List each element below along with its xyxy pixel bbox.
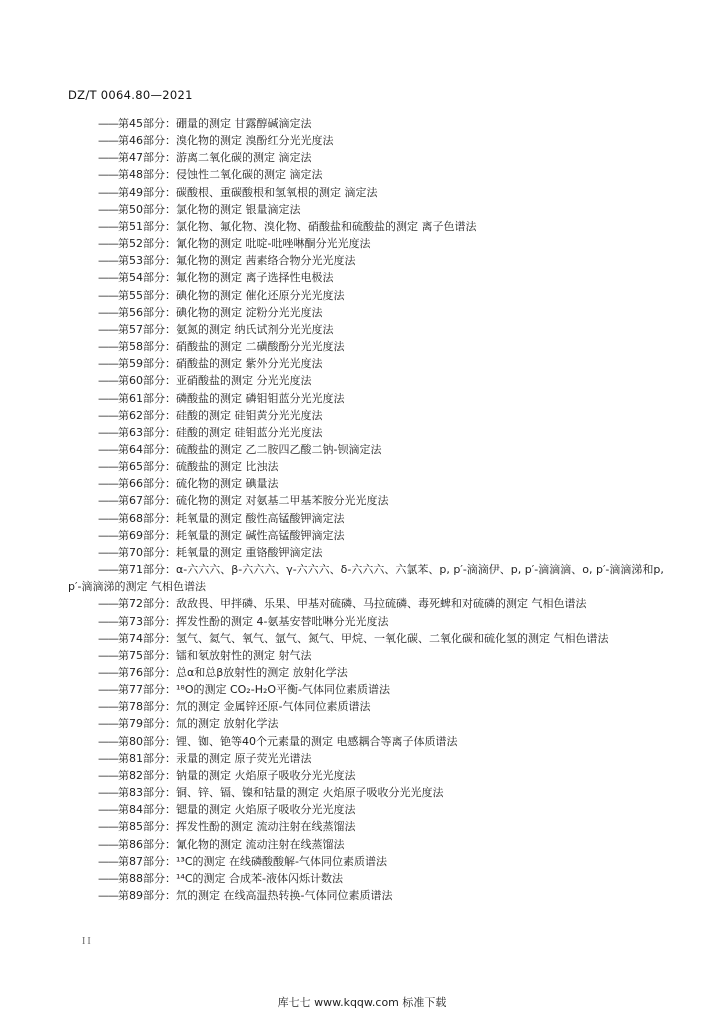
list-item-text: 第52部分：氰化物的测定 吡啶-吡唑啉酮分光光度法: [118, 237, 371, 251]
list-item: [68, 458, 668, 475]
em-dash: ——: [98, 751, 118, 765]
em-dash: ——: [98, 254, 118, 268]
list-item-text: 第76部分：总α和总β放射性的测定 放射化学法: [118, 666, 348, 679]
list-item: [68, 527, 668, 544]
list-item: [68, 407, 668, 424]
em-dash: ——: [98, 545, 118, 559]
list-item-text: 第70部分：耗氧量的测定 重铬酸钾滴定法: [118, 545, 323, 559]
em-dash: ——: [98, 374, 118, 388]
em-dash: ——: [98, 237, 118, 251]
list-item-text: 第53部分：氟化物的测定 茜素络合物分光光度法: [118, 254, 356, 268]
em-dash: ——: [98, 185, 118, 199]
list-item-text: 第85部分：挥发性酚的测定 流动注射在线蒸馏法: [118, 820, 356, 834]
em-dash: ——: [98, 271, 118, 285]
list-item-text: 第74部分：氢气、氦气、氧气、氩气、氮气、甲烷、一氧化碳、二氧化碳和硫化氢的测定 气相色谱法: [118, 631, 609, 645]
list-item: [68, 836, 668, 853]
list-item-text: 第69部分：耗氧量的测定 碱性高锰酸钾滴定法: [118, 528, 345, 542]
list-item-text: 第79部分：氚的测定 放射化学法: [118, 717, 279, 731]
list-item-text: 第54部分：氟化物的测定 离子选择性电极法: [118, 271, 334, 285]
list-item: [68, 201, 668, 218]
em-dash: ——: [98, 820, 118, 834]
em-dash: ——: [98, 683, 118, 697]
list-item-text: 第80部分：锂、铷、铯等40个元素量的测定 电感耦合等离子体质谱法: [118, 734, 458, 748]
list-item: [68, 355, 668, 372]
list-item-text: 第57部分：氨氮的测定 纳氏试剂分光光度法: [118, 322, 334, 336]
em-dash: ——: [98, 202, 118, 216]
em-dash: ——: [98, 408, 118, 422]
list-item-text: 第66部分：硫化物的测定 碘量法: [118, 477, 279, 491]
list-item: [68, 475, 668, 492]
list-item-text: 第46部分：溴化物的测定 溴酚红分光光度法: [118, 134, 334, 148]
list-item-text: 第56部分：碘化物的测定 淀粉分光光度法: [118, 305, 323, 319]
em-dash: ——: [98, 597, 118, 611]
list-item: [68, 287, 668, 304]
em-dash: ——: [98, 563, 118, 577]
em-dash: ——: [98, 494, 118, 508]
parts-list: [68, 115, 668, 904]
list-item-text: 第87部分：¹³C的测定 在线磷酸酸解-气体同位素质谱法: [118, 854, 387, 868]
list-item-text: 第72部分：敌敌畏、甲拌磷、乐果、甲基对硫磷、马拉硫磷、毒死蜱和对硫磷的测定 气相色谱法: [118, 597, 587, 611]
list-item: [68, 269, 668, 286]
list-item-text: 第62部分：硅酸的测定 硅钼黄分光光度法: [118, 408, 323, 422]
em-dash: ——: [98, 837, 118, 851]
list-item-text: 第48部分：侵蚀性二氧化碳的测定 滴定法: [118, 168, 323, 182]
list-item: [68, 784, 668, 801]
em-dash: ——: [98, 717, 118, 731]
list-item: [68, 647, 668, 664]
em-dash: ——: [98, 631, 118, 645]
list-item-text: 第61部分：磷酸盐的测定 磷钼钼蓝分光光度法: [118, 391, 345, 405]
em-dash: ——: [98, 477, 118, 491]
list-item: [68, 338, 668, 355]
list-item: [68, 544, 668, 561]
list-item-text: 第75部分：镭和氡放射性的测定 射气法: [118, 648, 312, 662]
list-item-text: 第73部分：挥发性酚的测定 4-氨基安替吡啉分光光度法: [118, 614, 389, 628]
list-item-text: 第71部分：α-六六六、β-六六六、γ-六六六、δ-六六六、六氯苯、p, p′-滴滴伊、p, p′-滴滴滴、o, p′-滴滴涕和p, p′-滴滴涕的测定 气相色谱法: [68, 563, 664, 594]
list-item: [68, 166, 668, 183]
em-dash: ——: [98, 134, 118, 148]
list-item: [68, 681, 668, 698]
list-item: [68, 818, 668, 835]
em-dash: ——: [98, 288, 118, 302]
list-item-text: 第86部分：氰化物的测定 流动注射在线蒸馏法: [118, 837, 345, 851]
list-item: [68, 613, 668, 630]
list-item: [68, 252, 668, 269]
page-number: II: [82, 936, 93, 947]
list-item-text: 第67部分：硫化物的测定 对氨基二甲基苯胺分光光度法: [118, 494, 389, 508]
list-item: [68, 510, 668, 527]
list-item: [68, 561, 668, 595]
list-item-text: 第83部分：铜、锌、镉、镍和钴量的测定 火焰原子吸收分光光度法: [118, 786, 444, 800]
list-item-text: 第45部分：硼量的测定 甘露醇碱滴定法: [118, 117, 312, 130]
em-dash: ——: [98, 786, 118, 800]
list-item-text: 第63部分：硅酸的测定 硅钼蓝分光光度法: [118, 425, 323, 439]
em-dash: ——: [98, 871, 118, 885]
list-item-text: 第60部分：亚硝酸盐的测定 分光光度法: [118, 374, 312, 388]
list-item-text: 第58部分：硝酸盐的测定 二磺酸酚分光光度法: [118, 340, 345, 354]
list-item: [68, 132, 668, 149]
em-dash: ——: [98, 305, 118, 319]
list-item: [68, 321, 668, 338]
list-item: [68, 492, 668, 509]
list-item: [68, 801, 668, 818]
standard-number-header: DZ/T 0064.80—2021: [68, 88, 193, 102]
list-item-text: 第51部分：氯化物、氟化物、溴化物、硝酸盐和硫酸盐的测定 离子色谱法: [118, 219, 477, 233]
list-item-text: 第78部分：氘的测定 金属锌还原-气体同位素质谱法: [118, 700, 371, 714]
list-item: [68, 115, 668, 132]
em-dash: ——: [98, 357, 118, 371]
list-item: [68, 733, 668, 750]
list-item-text: 第55部分：碘化物的测定 催化还原分光光度法: [118, 288, 345, 302]
list-item-text: 第82部分：钠量的测定 火焰原子吸收分光光度法: [118, 768, 356, 782]
list-item: [68, 664, 668, 681]
list-item-text: 第68部分：耗氧量的测定 酸性高锰酸钾滴定法: [118, 511, 345, 525]
em-dash: ——: [98, 117, 118, 130]
em-dash: ——: [98, 168, 118, 182]
list-item: [68, 390, 668, 407]
list-item: [68, 304, 668, 321]
em-dash: ——: [98, 889, 118, 903]
list-item-text: 第88部分：¹⁴C的测定 合成苯-液体闪烁计数法: [118, 871, 343, 885]
list-item-text: 第77部分：¹⁸O的测定 CO₂-H₂O平衡-气体同位素质谱法: [118, 683, 390, 697]
list-item: [68, 149, 668, 166]
list-item: [68, 887, 668, 904]
em-dash: ——: [98, 391, 118, 405]
list-item: [68, 767, 668, 784]
em-dash: ——: [98, 340, 118, 354]
em-dash: ——: [98, 425, 118, 439]
em-dash: ——: [98, 648, 118, 662]
list-item-text: 第49部分：碳酸根、重碳酸根和氢氧根的测定 滴定法: [118, 185, 378, 199]
em-dash: ——: [98, 666, 118, 679]
list-item: [68, 870, 668, 887]
em-dash: ——: [98, 322, 118, 336]
list-item: [68, 218, 668, 235]
list-item-text: 第81部分：汞量的测定 原子荧光光谱法: [118, 751, 312, 765]
list-item: [68, 441, 668, 458]
em-dash: ——: [98, 528, 118, 542]
em-dash: ——: [98, 854, 118, 868]
list-item: [68, 698, 668, 715]
list-item-text: 第64部分：硫酸盐的测定 乙二胺四乙酸二钠-钡滴定法: [118, 442, 382, 456]
footer-watermark: 库七七 www.kqqw.com 标准下载: [277, 996, 447, 1009]
list-item-text: 第47部分：游离二氧化碳的测定 滴定法: [118, 151, 312, 165]
em-dash: ——: [98, 700, 118, 714]
list-item: [68, 184, 668, 201]
list-item-text: 第50部分：氯化物的测定 银量滴定法: [118, 202, 301, 216]
list-item-text: 第84部分：锶量的测定 火焰原子吸收分光光度法: [118, 803, 356, 817]
em-dash: ——: [98, 803, 118, 817]
list-item: [68, 630, 668, 647]
list-item: [68, 235, 668, 252]
list-item: [68, 372, 668, 389]
em-dash: ——: [98, 219, 118, 233]
list-item-text: 第59部分：硝酸盐的测定 紫外分光光度法: [118, 357, 323, 371]
em-dash: ——: [98, 442, 118, 456]
list-item-text: 第65部分：硫酸盐的测定 比浊法: [118, 460, 279, 474]
list-item-text: 第89部分：氘的测定 在线高温热转换-气体同位素质谱法: [118, 889, 393, 903]
list-item: [68, 750, 668, 767]
em-dash: ——: [98, 734, 118, 748]
list-item: [68, 715, 668, 732]
list-item: [68, 424, 668, 441]
em-dash: ——: [98, 768, 118, 782]
em-dash: ——: [98, 614, 118, 628]
list-item: [68, 853, 668, 870]
list-item: [68, 595, 668, 612]
em-dash: ——: [98, 511, 118, 525]
em-dash: ——: [98, 151, 118, 165]
em-dash: ——: [98, 460, 118, 474]
